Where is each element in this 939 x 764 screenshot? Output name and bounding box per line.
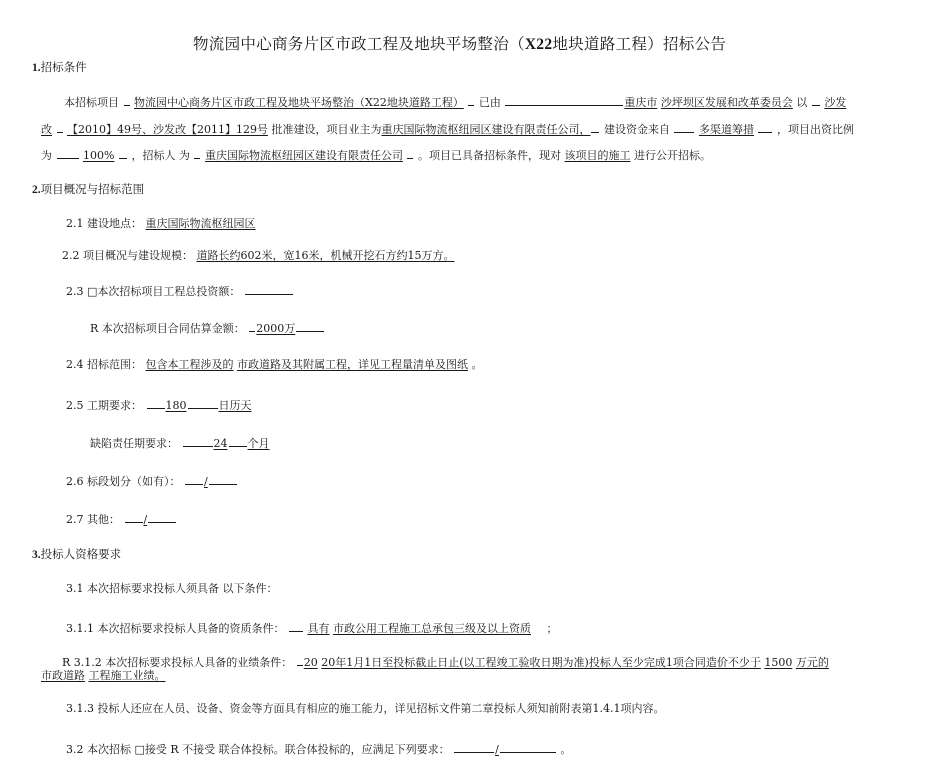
project-name: 物流园中心商务片区市政工程及地块平场整治（X22地块道路工程）	[134, 96, 464, 109]
blank	[183, 434, 213, 447]
section-3-label: 投标人资格要求	[40, 547, 122, 561]
contract-estimate: 2000万	[256, 322, 296, 335]
item-end: 。	[471, 358, 483, 371]
blank	[194, 146, 200, 159]
p1-text: 批准建设，项目业主为	[271, 123, 382, 136]
p1-text: 以	[796, 96, 808, 109]
total-investment-blank	[245, 282, 293, 295]
lot-division: /	[204, 475, 208, 488]
item-label: 2.6 标段划分（如有）：	[66, 475, 181, 488]
p1-text: 为	[41, 149, 52, 162]
title-prefix: 物流园中心商务片区市政工程及地块平场整治（	[193, 35, 525, 53]
blank	[229, 434, 247, 447]
blank	[185, 472, 203, 485]
blank	[119, 146, 127, 159]
item-2-4	[66, 357, 483, 372]
p1-text: 建设资金来自	[603, 123, 670, 136]
item-2-5	[66, 396, 252, 413]
item-end: 。	[560, 743, 572, 756]
item-3-1-2	[62, 653, 829, 670]
item-3-2	[66, 740, 571, 757]
blank	[758, 120, 772, 133]
section-3-heading	[32, 547, 121, 563]
section-1-label: 招标条件	[40, 60, 87, 74]
p1-text: 已由	[478, 96, 501, 109]
p1-text: ，招标人 为	[131, 149, 190, 162]
project-scale: 道路长约602米，宽16米，机械开挖石方约15万方。	[196, 249, 455, 262]
item-label: 3.2 本次招标 □接受 R 不接受 联合体投标。联合体投标的，应满足下列要求：	[66, 743, 450, 756]
item-2-3	[66, 282, 294, 299]
item-label: R 本次招标项目合同估算金额：	[90, 322, 245, 335]
item-label: 2.5 工期要求：	[66, 399, 142, 412]
section-2-label: 项目概况与招标范围	[40, 182, 145, 196]
item-end: ；	[546, 622, 558, 635]
section-3-number: 3.	[32, 549, 41, 561]
item-2-7	[66, 510, 177, 527]
tender-range-part-1: 包含本工程涉及的	[145, 358, 234, 371]
qualification-requirement: 市政公用工程施工总承包三级及以上资质	[332, 622, 531, 635]
blank	[812, 93, 820, 106]
approver-name: 沙坪坝区发展和改革委员会	[660, 96, 793, 109]
blank	[505, 93, 623, 106]
blank	[188, 396, 218, 409]
approval-doc-part-1: 沙发	[824, 96, 847, 109]
performance-requirement: 20年1月1日至投标截止日止(以工程竣工验收日期为准)投标人至少完成1项合同造价不少于	[321, 656, 761, 669]
project-owner: 重庆国际物流枢纽园区建设有限责任公司	[381, 123, 580, 136]
section-2-number: 2.	[32, 184, 41, 196]
p1-line-1	[64, 93, 846, 110]
p1-line-2	[41, 120, 854, 137]
blank	[125, 510, 143, 523]
blank	[454, 740, 494, 753]
tenderer-name: 重庆国际物流枢纽园区建设有限责任公司	[204, 149, 403, 162]
title-suffix: 地块道路工程）招标公告	[552, 35, 727, 53]
item-3-1-2-line-2	[41, 668, 166, 683]
fund-source: 多渠道筹措	[698, 123, 754, 136]
item-label: 3.1 本次招标要求投标人须具备 以下条件：	[66, 582, 278, 595]
blank	[297, 653, 303, 666]
item-label: R 3.1.2 本次招标要求投标人具备的业绩条件：	[62, 656, 293, 669]
blank	[500, 740, 556, 753]
item-2-5b	[90, 434, 270, 451]
approver-city: 重庆市	[624, 96, 658, 109]
blank	[468, 93, 474, 106]
item-label: 2.7 其他：	[66, 513, 120, 526]
section-1-number: 1.	[32, 62, 41, 74]
p1-comma: ，	[579, 123, 591, 136]
item-label: 2.3 □本次招标项目工程总投资额：	[66, 285, 241, 298]
item-label: 3.1.1 本次招标要求投标人具备的资质条件：	[66, 622, 285, 635]
item-label: 3.1.3 投标人还应在人员、设备、资金等方面具有相应的施工能力，详见招标文件第二章投标人须知前附表第1.4.1项内容。	[66, 702, 665, 715]
performance-type: 市政道路	[41, 669, 85, 682]
defect-period-value: 24	[213, 437, 228, 450]
performance-year-prefix: 20	[303, 656, 318, 669]
defect-period-unit: 个月	[247, 437, 270, 450]
title-bold: X22	[524, 36, 553, 53]
blank	[147, 396, 165, 409]
p1-text: 本招标项目	[64, 96, 119, 109]
p1-text: 进行公开招标。	[633, 149, 711, 162]
funding-ratio: 100%	[83, 149, 115, 162]
section-1-heading	[32, 60, 87, 76]
item-label: 2.1 建设地点：	[66, 217, 142, 230]
tender-scope: 该项目的施工	[564, 149, 631, 162]
item-2-6	[66, 472, 238, 489]
item-3-1-3	[66, 701, 664, 716]
contract-value-unit: 万元的	[795, 656, 829, 669]
performance-type-suffix: 工程施工业绩。	[88, 669, 166, 682]
blank	[209, 472, 237, 485]
duration-unit: 日历天	[218, 399, 252, 412]
blank	[674, 120, 694, 133]
construction-site: 重庆国际物流枢纽园区	[145, 217, 256, 230]
p1-line-3	[41, 146, 711, 163]
tender-range-part-2: 市政道路及其附属工程，详见工程量清单及图纸	[237, 358, 468, 371]
item-3-1	[66, 581, 278, 596]
blank	[124, 93, 130, 106]
item-label: 2.4 招标范围：	[66, 358, 142, 371]
approval-doc-part-2: 改	[41, 123, 52, 136]
blank	[148, 510, 176, 523]
blank	[57, 120, 63, 133]
qualification-prefix: 具有	[307, 622, 330, 635]
blank	[296, 319, 324, 332]
section-2-heading	[32, 182, 144, 198]
contract-value-min: 1500	[764, 656, 793, 669]
blank	[57, 146, 79, 159]
blank	[407, 146, 413, 159]
item-2-1	[66, 216, 256, 231]
approval-doc-number: 【2010】49号、沙发改【2011】129号	[67, 123, 268, 136]
blank	[249, 319, 255, 332]
p1-text: ，项目出资比例	[776, 123, 854, 136]
other-requirements: /	[143, 513, 148, 526]
duration-value: 180	[165, 399, 187, 412]
blank	[289, 619, 303, 632]
item-2-3b	[90, 319, 325, 336]
page-title	[193, 37, 726, 52]
item-label: 2.2 项目概况与建设规模：	[62, 249, 193, 262]
blank	[591, 120, 599, 133]
item-3-1-1	[66, 619, 557, 636]
p1-text: 。项目已具备招标条件，现对	[417, 149, 561, 162]
item-label: 缺陷责任期要求：	[90, 437, 178, 450]
item-2-2	[62, 248, 455, 263]
consortium-requirement: /	[495, 743, 499, 756]
